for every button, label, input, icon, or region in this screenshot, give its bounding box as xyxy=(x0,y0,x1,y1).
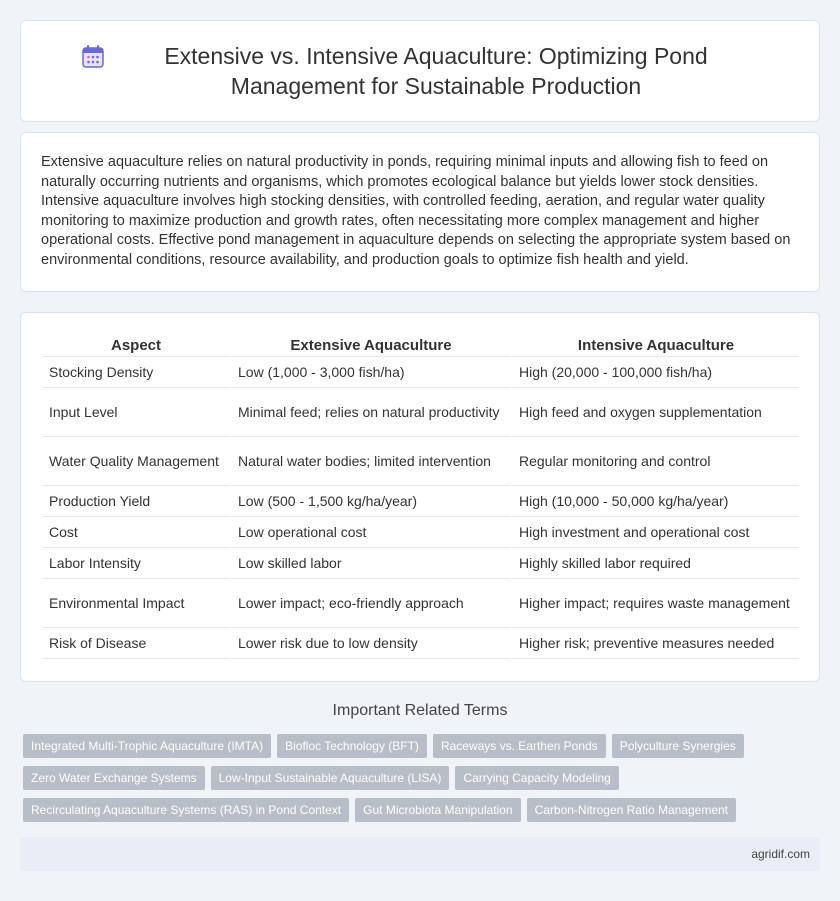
header-aspect: Aspect xyxy=(43,333,229,357)
related-term-tag[interactable]: Carrying Capacity Modeling xyxy=(455,766,618,790)
table-cell: High (20,000 - 100,000 fish/ha) xyxy=(510,357,799,388)
related-term-tag[interactable]: Carbon-Nitrogen Ratio Management xyxy=(527,798,736,822)
table-cell: Low skilled labor xyxy=(229,548,510,579)
related-term-tag[interactable]: Integrated Multi-Trophic Aquaculture (IMTA) xyxy=(23,734,271,758)
intro-card xyxy=(20,132,820,292)
table-row xyxy=(43,548,799,579)
table-cell: Input Level xyxy=(43,388,229,437)
table-cell: Water Quality Management xyxy=(43,437,229,486)
table-cell: Low operational cost xyxy=(229,517,510,548)
related-term-tag[interactable]: Recirculating Aquaculture Systems (RAS) in Pond Context xyxy=(23,798,349,822)
table-cell: Stocking Density xyxy=(43,357,229,388)
related-term-tag[interactable]: Low-Input Sustainable Aquaculture (LISA) xyxy=(211,766,450,790)
table-cell: Lower risk due to low density xyxy=(229,628,510,659)
table-cell: Low (1,000 - 3,000 fish/ha) xyxy=(229,357,510,388)
table-cell: Lower impact; eco-friendly approach xyxy=(229,579,510,628)
title-wrap xyxy=(80,41,760,101)
table-cell: High investment and operational cost xyxy=(510,517,799,548)
intro-paragraph: Extensive aquaculture relies on natural productivity in ponds, requiring minimal inputs and allowing fish to feed on naturally occurring nutrients and organisms, which promotes ecological balance but yields lower stock densities. Intensive aquaculture involves high stocking densities, with controlled feeding, aeration, and regular water quality monitoring to maximize production and growth rates, often necessitating more complex management and higher operational costs. Effective pond management in aquaculture depends on selecting the appropriate system based on environmental conditions, resource availability, and production goals to optimize fish health and yield. xyxy=(41,154,791,268)
table-cell: Higher risk; preventive measures needed xyxy=(510,628,799,659)
title-card xyxy=(20,20,820,122)
related-term-tag[interactable]: Polyculture Synergies xyxy=(612,734,744,758)
related-term-tag[interactable]: Biofloc Technology (BFT) xyxy=(277,734,427,758)
table-cell: Low (500 - 1,500 kg/ha/year) xyxy=(229,486,510,517)
table-row xyxy=(43,628,799,659)
table-cell: Natural water bodies; limited intervention xyxy=(229,437,510,486)
related-term-tag[interactable]: Gut Microbiota Manipulation xyxy=(355,798,520,822)
related-terms-heading: Important Related Terms xyxy=(332,702,508,719)
table-cell: Risk of Disease xyxy=(43,628,229,659)
table-row xyxy=(43,357,799,388)
table-cell: Environmental Impact xyxy=(43,579,229,628)
comparison-table xyxy=(43,333,799,659)
related-term-tag[interactable]: Raceways vs. Earthen Ponds xyxy=(433,734,606,758)
footer xyxy=(20,837,820,871)
header-intensive: Intensive Aquaculture xyxy=(510,333,799,357)
table-cell: Cost xyxy=(43,517,229,548)
table-row xyxy=(43,388,799,437)
table-cell: Production Yield xyxy=(43,486,229,517)
footer-site-link[interactable]: agridif.com xyxy=(751,847,810,861)
table-cell: Labor Intensity xyxy=(43,548,229,579)
table-cell: High feed and oxygen supplementation xyxy=(510,388,799,437)
table-row xyxy=(43,437,799,486)
related-term-tag[interactable]: Zero Water Exchange Systems xyxy=(23,766,205,790)
table-row xyxy=(43,517,799,548)
header-extensive: Extensive Aquaculture xyxy=(229,333,510,357)
table-cell: Highly skilled labor required xyxy=(510,548,799,579)
table-row xyxy=(43,579,799,628)
table-cell: Higher impact; requires waste management xyxy=(510,579,799,628)
table-cell: High (10,000 - 50,000 kg/ha/year) xyxy=(510,486,799,517)
page-title: Extensive vs. Intensive Aquaculture: Optimizing Pond Management for Sustainable Production xyxy=(164,43,708,99)
calendar-icon xyxy=(80,44,106,70)
table-row xyxy=(43,486,799,517)
comparison-card xyxy=(20,312,820,682)
table-cell: Minimal feed; relies on natural productivity xyxy=(229,388,510,437)
table-header-row xyxy=(43,333,799,357)
related-terms-list xyxy=(23,734,803,830)
table-cell: Regular monitoring and control xyxy=(510,437,799,486)
